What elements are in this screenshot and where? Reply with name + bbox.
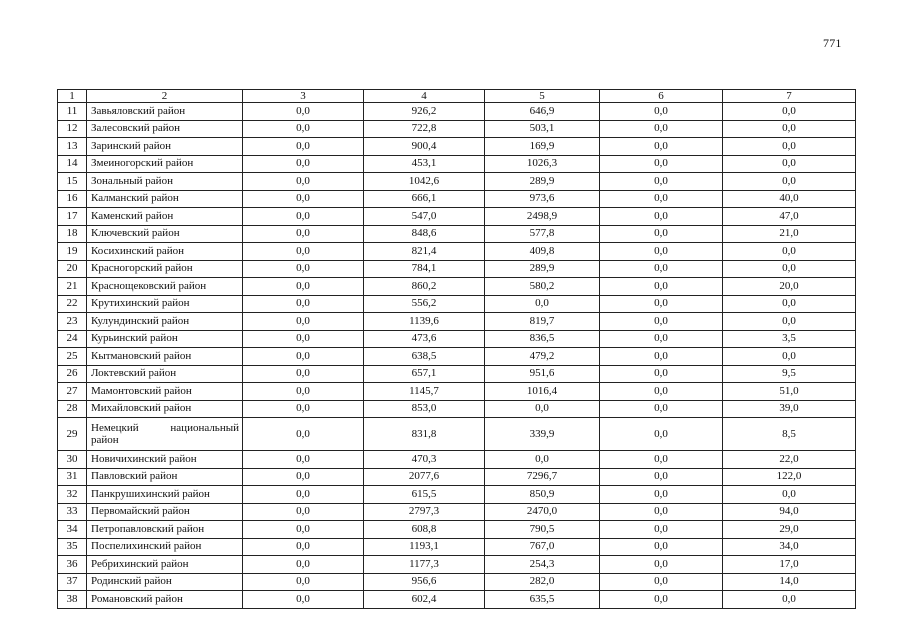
table-row [58,313,856,331]
col4-value-cell: 638,5 [364,348,485,366]
col6-value-cell: 0,0 [600,573,723,591]
col4-value-cell: 853,0 [364,400,485,418]
table-row [58,538,856,556]
row-number-cell: 35 [58,538,87,556]
col3-value-cell: 0,0 [243,503,364,521]
column-header: 4 [364,90,485,103]
table-row [58,243,856,261]
table-row [58,173,856,191]
table-row [58,190,856,208]
col7-value-cell: 0,0 [723,591,856,609]
district-name-cell: Немецкий национальный район [87,418,243,451]
col3-value-cell: 0,0 [243,591,364,609]
district-name-cell: Курьинский район [87,330,243,348]
district-name-cell: Романовский район [87,591,243,609]
col4-value-cell: 666,1 [364,190,485,208]
district-name-cell: Локтевский район [87,365,243,383]
col3-value-cell: 0,0 [243,155,364,173]
row-number-cell: 15 [58,173,87,191]
table-row [58,295,856,313]
col3-value-cell: 0,0 [243,383,364,401]
col6-value-cell: 0,0 [600,503,723,521]
col5-value-cell: 577,8 [485,225,600,243]
table-row [58,503,856,521]
col4-value-cell: 602,4 [364,591,485,609]
col3-value-cell: 0,0 [243,365,364,383]
row-number-cell: 28 [58,400,87,418]
col7-value-cell: 8,5 [723,418,856,451]
col6-value-cell: 0,0 [600,486,723,504]
district-name-cell: Залесовский район [87,120,243,138]
column-header: 5 [485,90,600,103]
row-number-cell: 31 [58,468,87,486]
col7-value-cell: 0,0 [723,103,856,121]
district-name-cell: Змеиногорский район [87,155,243,173]
col3-value-cell: 0,0 [243,330,364,348]
col3-value-cell: 0,0 [243,573,364,591]
col7-value-cell: 0,0 [723,243,856,261]
column-header: 7 [723,90,856,103]
col4-value-cell: 615,5 [364,486,485,504]
row-number-cell: 23 [58,313,87,331]
col4-value-cell: 926,2 [364,103,485,121]
row-number-cell: 21 [58,278,87,296]
col7-value-cell: 14,0 [723,573,856,591]
row-number-cell: 29 [58,418,87,451]
col5-value-cell: 289,9 [485,173,600,191]
col7-value-cell: 29,0 [723,521,856,539]
col6-value-cell: 0,0 [600,278,723,296]
district-name-cell: Зональный район [87,173,243,191]
row-number-cell: 17 [58,208,87,226]
col5-value-cell: 635,5 [485,591,600,609]
col5-value-cell: 7296,7 [485,468,600,486]
col5-value-cell: 850,9 [485,486,600,504]
col3-value-cell: 0,0 [243,260,364,278]
col7-value-cell: 20,0 [723,278,856,296]
col6-value-cell: 0,0 [600,173,723,191]
col4-value-cell: 831,8 [364,418,485,451]
col6-value-cell: 0,0 [600,365,723,383]
col6-value-cell: 0,0 [600,103,723,121]
col3-value-cell: 0,0 [243,103,364,121]
col7-value-cell: 0,0 [723,120,856,138]
district-name-cell: Калманский район [87,190,243,208]
district-table [57,89,856,609]
col6-value-cell: 0,0 [600,521,723,539]
col3-value-cell: 0,0 [243,486,364,504]
col5-value-cell: 289,9 [485,260,600,278]
row-number-cell: 20 [58,260,87,278]
col4-value-cell: 470,3 [364,451,485,469]
col4-value-cell: 453,1 [364,155,485,173]
table-row [58,260,856,278]
col5-value-cell: 0,0 [485,295,600,313]
table-row [58,103,856,121]
col4-value-cell: 1139,6 [364,313,485,331]
district-name-cell: Новичихинский район [87,451,243,469]
col7-value-cell: 39,0 [723,400,856,418]
col4-value-cell: 1193,1 [364,538,485,556]
col5-value-cell: 2470,0 [485,503,600,521]
district-name-cell: Петропавловский район [87,521,243,539]
col3-value-cell: 0,0 [243,538,364,556]
table-row [58,348,856,366]
table-row [58,138,856,156]
row-number-cell: 18 [58,225,87,243]
col5-value-cell: 790,5 [485,521,600,539]
row-number-cell: 13 [58,138,87,156]
col6-value-cell: 0,0 [600,556,723,574]
district-name-cell: Кытмановский район [87,348,243,366]
row-number-cell: 30 [58,451,87,469]
col5-value-cell: 646,9 [485,103,600,121]
col4-value-cell: 900,4 [364,138,485,156]
table-row [58,383,856,401]
col5-value-cell: 282,0 [485,573,600,591]
col3-value-cell: 0,0 [243,468,364,486]
col4-value-cell: 2797,3 [364,503,485,521]
col6-value-cell: 0,0 [600,120,723,138]
col6-value-cell: 0,0 [600,295,723,313]
column-header: 1 [58,90,87,103]
district-name-cell: Косихинский район [87,243,243,261]
district-name-cell: Кулундинский район [87,313,243,331]
col7-value-cell: 17,0 [723,556,856,574]
row-number-cell: 34 [58,521,87,539]
col4-value-cell: 1042,6 [364,173,485,191]
col7-value-cell: 0,0 [723,486,856,504]
district-name-cell: Мамонтовский район [87,383,243,401]
col6-value-cell: 0,0 [600,400,723,418]
col5-value-cell: 767,0 [485,538,600,556]
col3-value-cell: 0,0 [243,243,364,261]
row-number-cell: 33 [58,503,87,521]
col5-value-cell: 819,7 [485,313,600,331]
column-header: 6 [600,90,723,103]
table-row [58,556,856,574]
table-row [58,521,856,539]
row-number-cell: 38 [58,591,87,609]
district-name-cell: Панкрушихинский район [87,486,243,504]
col6-value-cell: 0,0 [600,538,723,556]
col6-value-cell: 0,0 [600,591,723,609]
col3-value-cell: 0,0 [243,138,364,156]
col7-value-cell: 0,0 [723,260,856,278]
col3-value-cell: 0,0 [243,278,364,296]
table-row [58,400,856,418]
row-number-cell: 14 [58,155,87,173]
col3-value-cell: 0,0 [243,521,364,539]
col4-value-cell: 547,0 [364,208,485,226]
row-number-cell: 26 [58,365,87,383]
row-number-cell: 24 [58,330,87,348]
col3-value-cell: 0,0 [243,173,364,191]
table-row [58,573,856,591]
col6-value-cell: 0,0 [600,138,723,156]
col4-value-cell: 608,8 [364,521,485,539]
row-number-cell: 12 [58,120,87,138]
col7-value-cell: 40,0 [723,190,856,208]
col5-value-cell: 0,0 [485,400,600,418]
col5-value-cell: 973,6 [485,190,600,208]
district-name-cell: Родинский район [87,573,243,591]
col3-value-cell: 0,0 [243,418,364,451]
district-name-cell: Заринский район [87,138,243,156]
col5-value-cell: 1026,3 [485,155,600,173]
column-header: 3 [243,90,364,103]
col6-value-cell: 0,0 [600,418,723,451]
col4-value-cell: 956,6 [364,573,485,591]
col6-value-cell: 0,0 [600,348,723,366]
col7-value-cell: 122,0 [723,468,856,486]
col6-value-cell: 0,0 [600,383,723,401]
col3-value-cell: 0,0 [243,451,364,469]
col4-value-cell: 473,6 [364,330,485,348]
page-number: 771 [823,36,842,50]
col3-value-cell: 0,0 [243,313,364,331]
table-row [58,330,856,348]
table-row [58,155,856,173]
col6-value-cell: 0,0 [600,190,723,208]
col7-value-cell: 0,0 [723,155,856,173]
col4-value-cell: 1177,3 [364,556,485,574]
table-row [58,278,856,296]
col4-value-cell: 848,6 [364,225,485,243]
column-header: 2 [87,90,243,103]
col7-value-cell: 0,0 [723,348,856,366]
table-row [58,468,856,486]
col3-value-cell: 0,0 [243,225,364,243]
col5-value-cell: 409,8 [485,243,600,261]
col5-value-cell: 0,0 [485,451,600,469]
column-number-row [58,90,856,103]
col5-value-cell: 1016,4 [485,383,600,401]
col7-value-cell: 47,0 [723,208,856,226]
district-name-cell: Краснощековский район [87,278,243,296]
district-name-cell: Павловский район [87,468,243,486]
col7-value-cell: 94,0 [723,503,856,521]
col7-value-cell: 0,0 [723,313,856,331]
col6-value-cell: 0,0 [600,451,723,469]
row-number-cell: 32 [58,486,87,504]
district-name-cell: Крутихинский район [87,295,243,313]
row-number-cell: 27 [58,383,87,401]
row-number-cell: 36 [58,556,87,574]
row-number-cell: 37 [58,573,87,591]
col7-value-cell: 0,0 [723,138,856,156]
table-row [58,486,856,504]
col4-value-cell: 821,4 [364,243,485,261]
col4-value-cell: 2077,6 [364,468,485,486]
col3-value-cell: 0,0 [243,190,364,208]
col3-value-cell: 0,0 [243,295,364,313]
col3-value-cell: 0,0 [243,556,364,574]
col5-value-cell: 580,2 [485,278,600,296]
row-number-cell: 11 [58,103,87,121]
col6-value-cell: 0,0 [600,468,723,486]
district-name-cell: Красногорский район [87,260,243,278]
col5-value-cell: 2498,9 [485,208,600,226]
table-row [58,591,856,609]
col6-value-cell: 0,0 [600,330,723,348]
col6-value-cell: 0,0 [600,225,723,243]
col7-value-cell: 22,0 [723,451,856,469]
col4-value-cell: 860,2 [364,278,485,296]
district-name-cell: Каменский район [87,208,243,226]
col4-value-cell: 722,8 [364,120,485,138]
table-row [58,451,856,469]
col6-value-cell: 0,0 [600,155,723,173]
district-name-cell: Завьяловский район [87,103,243,121]
table-row [58,208,856,226]
col7-value-cell: 51,0 [723,383,856,401]
col3-value-cell: 0,0 [243,208,364,226]
col6-value-cell: 0,0 [600,243,723,261]
col6-value-cell: 0,0 [600,208,723,226]
col5-value-cell: 339,9 [485,418,600,451]
col4-value-cell: 657,1 [364,365,485,383]
district-name-cell: Михайловский район [87,400,243,418]
row-number-cell: 22 [58,295,87,313]
col7-value-cell: 21,0 [723,225,856,243]
district-name-cell: Ребрихинский район [87,556,243,574]
col5-value-cell: 836,5 [485,330,600,348]
col5-value-cell: 254,3 [485,556,600,574]
col7-value-cell: 0,0 [723,295,856,313]
table-row [58,225,856,243]
col7-value-cell: 0,0 [723,173,856,191]
col4-value-cell: 556,2 [364,295,485,313]
district-name-cell: Поспелихинский район [87,538,243,556]
col5-value-cell: 169,9 [485,138,600,156]
col3-value-cell: 0,0 [243,348,364,366]
col6-value-cell: 0,0 [600,260,723,278]
row-number-cell: 16 [58,190,87,208]
row-number-cell: 25 [58,348,87,366]
col4-value-cell: 1145,7 [364,383,485,401]
district-name-cell: Первомайский район [87,503,243,521]
table-row [58,365,856,383]
col3-value-cell: 0,0 [243,120,364,138]
col6-value-cell: 0,0 [600,313,723,331]
col3-value-cell: 0,0 [243,400,364,418]
col4-value-cell: 784,1 [364,260,485,278]
district-name-cell: Ключевский район [87,225,243,243]
col5-value-cell: 479,2 [485,348,600,366]
col7-value-cell: 34,0 [723,538,856,556]
row-number-cell: 19 [58,243,87,261]
table-row [58,418,856,451]
col5-value-cell: 503,1 [485,120,600,138]
col7-value-cell: 9,5 [723,365,856,383]
col7-value-cell: 3,5 [723,330,856,348]
col5-value-cell: 951,6 [485,365,600,383]
table-row [58,120,856,138]
table-body [58,103,856,609]
